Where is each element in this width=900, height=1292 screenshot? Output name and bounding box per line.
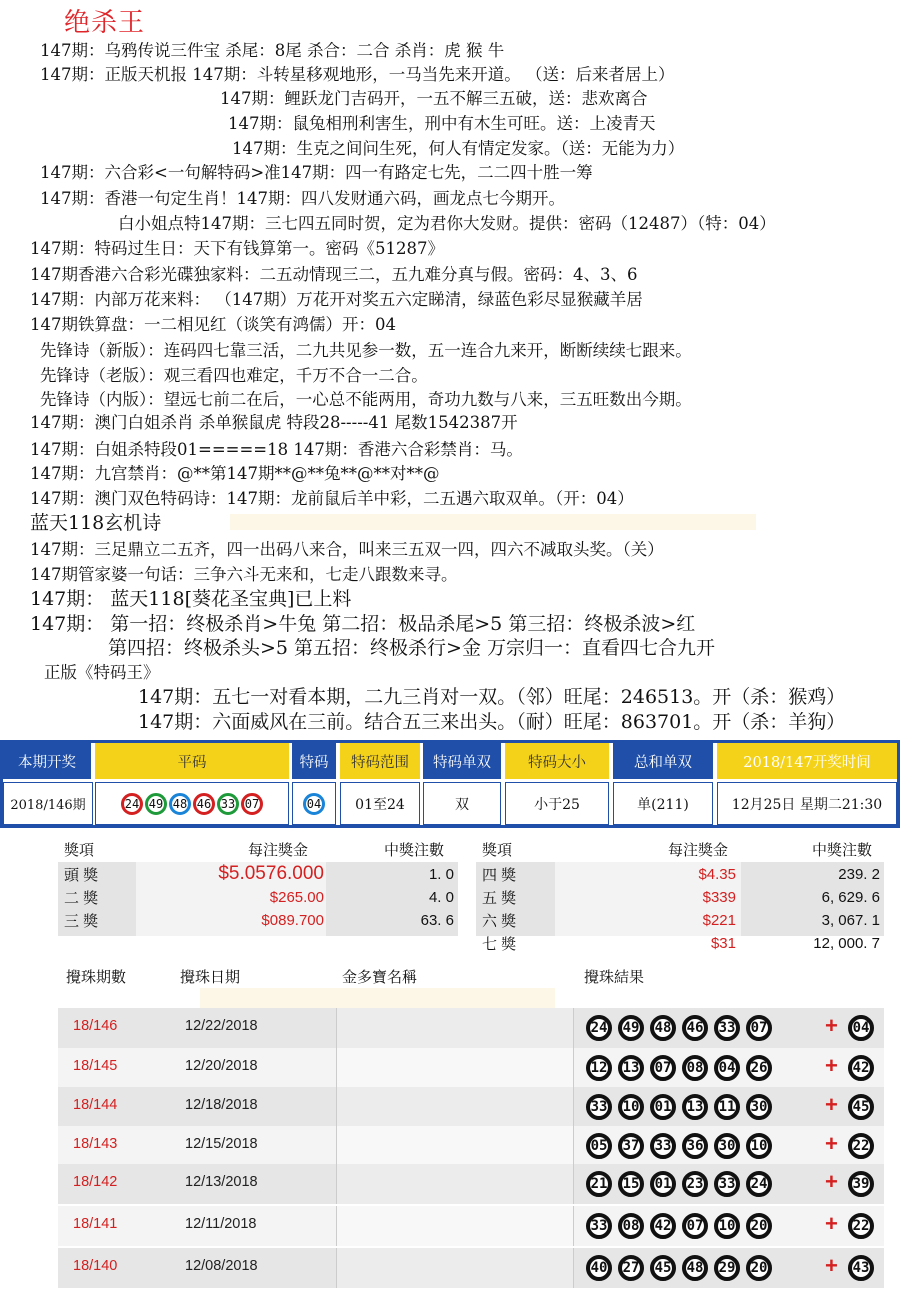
history-period: 18/144 [73,1097,118,1113]
text-line: 147期：三足鼎立二五齐，四一出码八来合，叫来三五双一四，四六不减取头奖。（关） [30,540,664,559]
history-header-name: 金多寶名稱 [342,968,418,986]
prize-header-item: 獎項 [64,841,95,859]
prize-count: 6, 629. 6 [821,888,880,906]
prize-count: 239. 2 [838,865,880,883]
special-ball: 22 [848,1213,874,1239]
special-ball: 43 [848,1255,874,1281]
plus-sign: + [825,1169,838,1194]
prize-amount: $4.35 [698,865,736,883]
history-date: 12/13/2018 [185,1174,258,1190]
text-line: 147期：九宫禁肖：@**第147期**@**兔**@**对**@ [30,464,440,483]
result-ball: 27 [618,1255,644,1281]
history-date: 12/20/2018 [185,1058,258,1074]
result-range: 01至24 [340,782,420,825]
history-period: 18/142 [73,1174,118,1190]
result-ball: 30 [714,1133,740,1159]
history-date: 12/18/2018 [185,1097,258,1113]
prize-name: 四 獎 [482,866,517,884]
special-ball: 42 [848,1055,874,1081]
result-ball: 48 [650,1015,676,1041]
result-period: 2018/146期 [3,782,93,825]
result-ball: 01 [650,1094,676,1120]
plus-sign: + [825,1092,838,1117]
history-row [58,1206,884,1246]
prize-amount: $089.700 [261,911,324,929]
prize-name: 七 獎 [482,935,517,953]
result-ball: 29 [714,1255,740,1281]
header-numbers: 平码 [95,743,289,779]
history-period: 18/146 [73,1018,118,1034]
result-ball: 33 [650,1133,676,1159]
text-line: 147期：白姐杀特段01=====18 147期：香港六合彩禁肖：马。 [30,440,523,459]
special-ball: 39 [848,1171,874,1197]
prize-amount: $339 [702,888,736,906]
result-ball: 45 [650,1255,676,1281]
special-ball: 04 [303,793,325,815]
result-ball: 33 [586,1094,612,1120]
history-name-cell [336,1008,574,1048]
history-name-cell [336,1048,574,1088]
prize-count: 4. 0 [428,888,454,906]
result-ball: 49 [618,1015,644,1041]
header-special: 特码 [292,743,336,779]
history-header-period: 攪珠期數 [66,968,127,986]
result-ball: 23 [682,1171,708,1197]
special-ball: 45 [848,1094,874,1120]
result-ball: 10 [746,1133,772,1159]
result-ball: 08 [682,1055,708,1081]
history-row [58,1164,884,1204]
prize-name: 三 獎 [64,912,99,930]
prize-name: 六 獎 [482,912,517,930]
text-line: 147期：澳门白姐杀肖 杀单猴鼠虎 特段28-----41 尾数1542387开 [30,413,518,432]
number-ball: 33 [217,793,239,815]
history-date: 12/08/2018 [185,1258,258,1274]
text-line: 147期铁算盘：一二相见红（谈笑有鸿儒）开：04 [30,315,396,334]
prize-name: 頭 獎 [64,866,99,884]
prize-count: 63. 6 [420,911,454,929]
result-ball: 33 [714,1015,740,1041]
section-heading: 蓝天118玄机诗 [30,512,162,534]
result-ball: 10 [618,1094,644,1120]
prize-amount: $5.0576.000 [218,863,324,884]
history-period: 18/140 [73,1258,118,1274]
plus-sign: + [825,1013,838,1038]
text-line: 147期：鲤跃龙门吉码开，一五不解三五破，送：悲欢离合 [220,89,648,108]
result-draw-time: 12月25日 星期二21:30 [717,782,897,825]
result-ball: 36 [682,1133,708,1159]
prize-count: 3, 067. 1 [821,911,880,929]
history-name-cell [336,1164,574,1204]
history-name-cell [336,1206,574,1246]
prize-header-item: 獎項 [482,841,513,859]
plus-sign: + [825,1253,838,1278]
page-title: 绝杀王 [64,8,146,38]
special-ball: 04 [848,1015,874,1041]
header-parity: 特码单双 [423,743,501,779]
result-ball: 40 [586,1255,612,1281]
prize-amount: $31 [710,934,736,952]
text-line: 147期：六面威风在三前。结合五三来出头。（耐）旺尾：863701。开（杀：羊狗） [138,711,846,733]
header-sum-parity: 总和单双 [613,743,713,779]
history-header-result: 攪珠結果 [584,968,645,986]
result-ball: 24 [586,1015,612,1041]
text-line: 147期：香港一句定生肖！147期：四八发财通六码，画龙点七今期开。 [40,189,565,208]
text-line: 147期：正版天机报 147期：斗转星移观地形，一马当先来开道。 （送：后来者居上） [40,65,675,84]
result-ball: 07 [746,1015,772,1041]
result-ball: 33 [714,1171,740,1197]
text-line: 147期：五七一对看本期，二九三肖对一双。（邻）旺尾：246513。开（杀：猴鸡） [138,686,846,708]
prize-header-amount: 每注獎金 [668,841,729,859]
text-line: 147期管家婆一句话：三争六斗无来和，七走八跟数来寻。 [30,565,458,584]
result-ball: 46 [682,1015,708,1041]
text-line: 147期：六合彩<一句解特码>准147期：四一有路定七先，二二四十胜一筹 [40,163,593,182]
result-ball: 20 [746,1213,772,1239]
text-line: 147期：生克之间问生死，何人有情定发家。（送：无能为力） [232,139,685,158]
text-line: 147期：乌鸦传说三件宝 杀尾：8尾 杀合：二合 杀肖：虎 猴 牛 [40,41,505,60]
history-period: 18/145 [73,1058,118,1074]
result-ball: 37 [618,1133,644,1159]
text-line: 147期：鼠兔相刑利害生，刑中有木生可旺。送：上凌青天 [228,114,656,133]
text-line: 第四招：终极杀头>5 第五招：终极杀行>金 万宗归一：直看四七合九开 [108,637,716,659]
prize-count: 12, 000. 7 [813,934,880,952]
draw-history [58,962,884,1292]
text-line: 147期：特码过生日：天下有钱算第一。密码《51287》 [30,239,444,258]
result-ball: 30 [746,1094,772,1120]
result-size: 小于25 [505,782,609,825]
prize-amount: $221 [702,911,736,929]
text-line: 先锋诗（老版）：观三看四也难定，千万不合一二合。 [40,366,428,385]
number-ball: 24 [121,793,143,815]
header-period: 本期开奖 [3,743,91,779]
result-sum-parity: 单(211) [613,782,713,825]
result-parity: 双 [423,782,501,825]
number-ball: 07 [241,793,263,815]
result-ball: 21 [586,1171,612,1197]
number-ball: 48 [169,793,191,815]
special-ball: 22 [848,1133,874,1159]
history-name-cell [336,1126,574,1166]
result-ball: 13 [682,1094,708,1120]
result-ball: 01 [650,1171,676,1197]
text-line: 147期：内部万花来料： （147期）万花开对奖五六定睇清，绿蓝色彩尽显猴藏羊居 [30,290,643,309]
history-row [58,1048,884,1088]
text-line: 147期： 蓝天118[葵花圣宝典]已上料 [30,588,352,610]
result-ball: 10 [714,1213,740,1239]
text-line: 147期香港六合彩光碟独家料：二五动情现三二，五九难分真与假。密码：4、3、6 [30,265,638,284]
history-name-cell [336,1248,574,1288]
history-date: 12/15/2018 [185,1136,258,1152]
plus-sign: + [825,1211,838,1236]
history-date: 12/22/2018 [185,1018,258,1034]
result-ball: 05 [586,1133,612,1159]
result-ball: 26 [746,1055,772,1081]
history-header-date: 攪珠日期 [180,968,241,986]
history-row [58,1008,884,1048]
prize-header-amount: 每注獎金 [248,841,309,859]
result-ball: 33 [586,1213,612,1239]
text-line: 147期： 第一招：终极杀肖>牛兔 第二招：极品杀尾>5 第三招：终极杀波>红 [30,613,696,635]
text-line: 147期：澳门双色特码诗：147期：龙前鼠后羊中彩，二五遇六取双单。（开：04） [30,489,634,508]
prize-header-count: 中獎注數 [384,841,445,859]
text-line: 白小姐点特147期：三七四五同时贺，定为君你大发财。提供：密码（12487）（特：04） [118,214,776,233]
history-period: 18/141 [73,1216,118,1232]
result-ball: 20 [746,1255,772,1281]
result-ball: 11 [714,1094,740,1120]
number-ball: 49 [145,793,167,815]
prize-amount: $265.00 [269,888,324,906]
header-size: 特码大小 [505,743,609,779]
result-ball: 07 [650,1055,676,1081]
result-ball: 13 [618,1055,644,1081]
result-ball: 48 [682,1255,708,1281]
plus-sign: + [825,1053,838,1078]
plus-sign: + [825,1131,838,1156]
header-range: 特码范围 [340,743,420,779]
result-ball: 08 [618,1213,644,1239]
header-draw-time: 2018/147开奖时间 [717,743,897,779]
text-line: 先锋诗（新版）：连码四七靠三活，二九共见参一数，五一连合九来开，断断续续七跟来。 [40,341,692,360]
prize-count: 1. 0 [428,865,454,883]
result-ball: 15 [618,1171,644,1197]
result-ball: 12 [586,1055,612,1081]
prize-name: 五 獎 [482,889,517,907]
result-ball: 04 [714,1055,740,1081]
number-ball: 46 [193,793,215,815]
history-row [58,1248,884,1288]
history-period: 18/143 [73,1136,118,1152]
history-row [58,1126,884,1166]
history-date: 12/11/2018 [185,1216,257,1232]
result-ball: 24 [746,1171,772,1197]
text-line: 正版《特码王》 [44,663,160,682]
history-name-cell [336,1087,574,1127]
text-line: 先锋诗（内版）：望远七前二在后，一心总不能两用，奇功九数与八来，三五旺数出今期。 [40,390,692,409]
prize-header-count: 中獎注數 [812,841,873,859]
result-ball: 42 [650,1213,676,1239]
prize-name: 二 獎 [64,889,99,907]
result-ball: 07 [682,1213,708,1239]
history-row [58,1087,884,1127]
